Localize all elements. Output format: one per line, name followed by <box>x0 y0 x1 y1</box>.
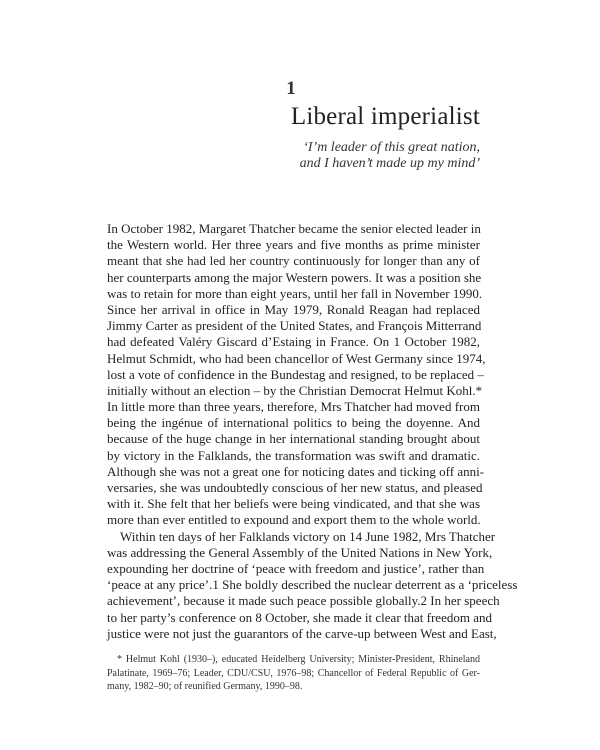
body-line: Jimmy Carter as president of the United States, and François Mitterrand <box>107 318 482 334</box>
body-line: her counterparts among the major Western powers. It was a position she <box>107 269 482 285</box>
body-text <box>107 221 518 642</box>
body-line: lost a vote of confidence in the Bundestag and resigned, to be replaced – <box>107 366 484 382</box>
chapter-number: 1 <box>286 78 296 99</box>
body-line: by victory in the Falklands, the transformation was swift and dramatic. <box>107 447 480 463</box>
body-line: ‘peace at any price’.1 She boldly described the nuclear deterrent as a ‘priceless <box>107 577 518 593</box>
body-line: to her party’s conference on 8 October, she made it clear that freedom and <box>107 609 492 625</box>
body-line: meant that she had led her country continuously for longer than any of <box>107 253 480 269</box>
body-line: with it. She felt that her beliefs were being vindicated, and that she was <box>107 496 480 512</box>
body-line: was to retain for more than eight years, until her fall in November 1990. <box>107 285 483 301</box>
epigraph-line: ‘I’m leader of this great nation, <box>303 140 480 155</box>
body-line: being the ingénue of international politics to being the doyenne. And <box>107 415 480 431</box>
body-line: Since her arrival in office in May 1979, Ronald Reagan had replaced <box>107 301 480 317</box>
chapter-title: Liberal imperialist <box>290 103 480 130</box>
epigraph-line: and I haven’t made up my mind’ <box>299 156 480 171</box>
body-line: more than ever entitled to expound and export them to the whole world. <box>107 512 481 528</box>
body-line: In little more than three years, therefore, Mrs Thatcher had moved from <box>107 399 480 415</box>
body-line: versaries, she was undoubtedly conscious of her new status, and pleased <box>107 480 483 495</box>
body-line: achievement’, because it made such peace possible globally.2 In her speech <box>107 593 500 609</box>
body-line: had defeated Valéry Giscard d’Estaing in France. On 1 October 1982, <box>107 334 480 350</box>
body-line: justice were not just the guarantors of the carve-up between West and East, <box>107 625 497 641</box>
body-line: Helmut Schmidt, who had been chancellor of West Germany since 1974, <box>107 350 486 366</box>
body-line: because of the huge change in her international standing brought about <box>107 431 480 447</box>
footnote-line: many, 1982–90; of reunified Germany, 1990–98. <box>107 681 303 692</box>
body-line: In October 1982, Margaret Thatcher became the senior elected leader in <box>107 221 481 236</box>
footnote-line: * Helmut Kohl (1930–), educated Heidelberg University; Minister-President, Rhineland <box>117 654 480 665</box>
footnote-line: Palatinate, 1969–76; Leader, CDU/CSU, 1976–98; Chancellor of Federal Republic of Ger- <box>107 667 480 679</box>
body-line: Although she was not a great one for noticing dates and ticking off anni- <box>107 463 485 479</box>
body-line: expounding her doctrine of ‘peace with freedom and justice’, rather than <box>107 560 485 576</box>
footnote <box>107 653 480 694</box>
body-line: Within ten days of her Falklands victory on 14 June 1982, Mrs Thatcher <box>120 528 496 544</box>
body-line: was addressing the General Assembly of the United Nations in New York, <box>107 544 493 560</box>
body-line: the Western world. Her three years and five months as prime minister <box>107 237 480 253</box>
body-line: initially without an election – by the Christian Democrat Helmut Kohl.* <box>107 382 483 398</box>
epigraph <box>150 140 480 172</box>
